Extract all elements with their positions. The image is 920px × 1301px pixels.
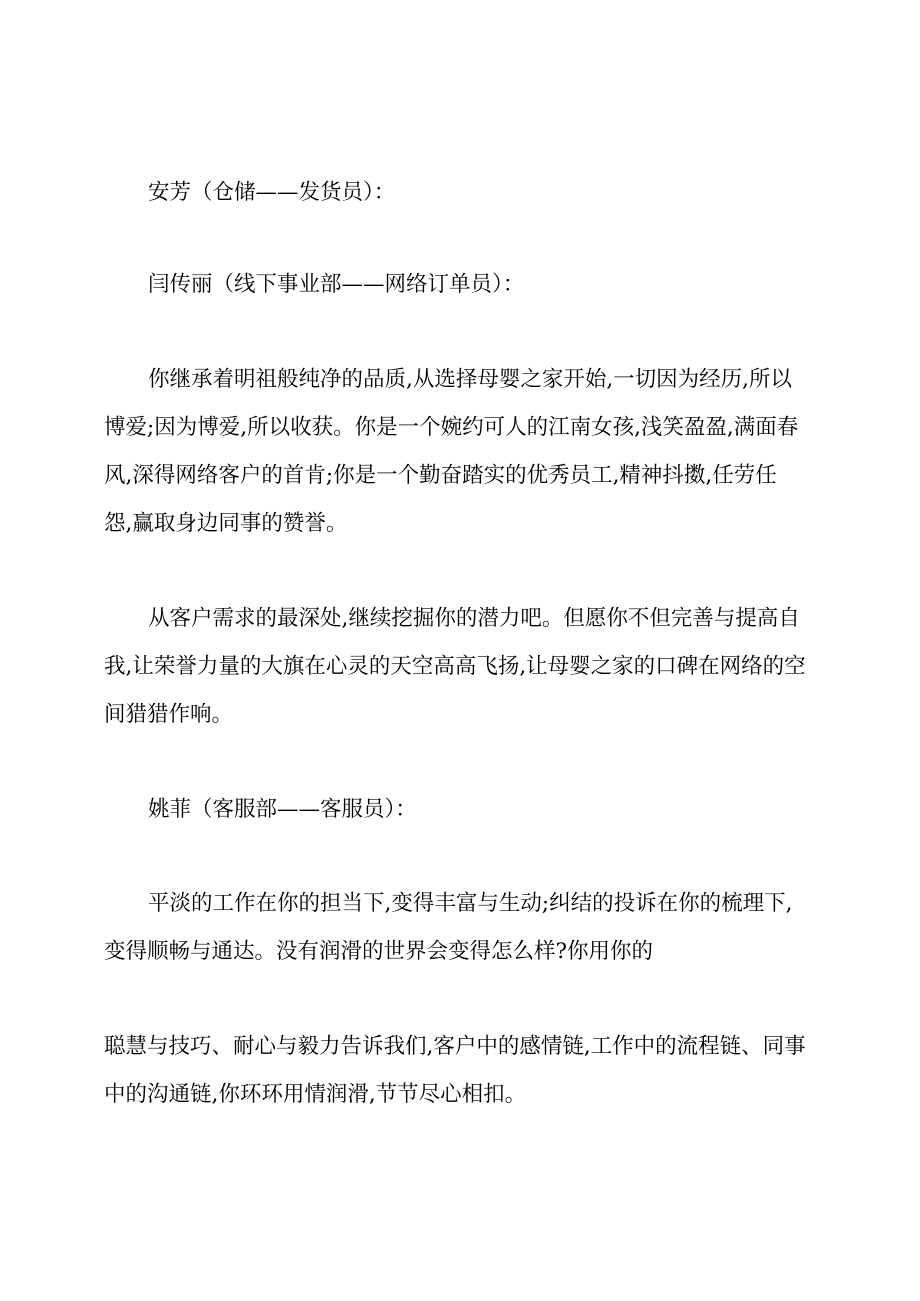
paragraph-line: 间猎猎作响。 (104, 702, 234, 727)
paragraph-line: 从客户需求的最深处,继续挖掘你的潜力吧。但愿你不但完善与提高自 (148, 606, 800, 631)
paragraph-line: 你继承着明祖般纯净的品质,从选择母婴之家开始,一切因为经历,所以 (148, 367, 793, 392)
paragraph-line: 中的沟通链,你环环用情润滑,节节尽心相扣。 (104, 1082, 527, 1107)
paragraph-line: 我,让荣誉力量的大旗在心灵的天空高高飞扬,让母婴之家的口碑在网络的空 (104, 654, 806, 679)
paragraph-line: 博爱;因为博爱,所以收获。你是一个婉约可人的江南女孩,浅笑盈盈,满面春 (104, 415, 799, 440)
heading-anfang: 安芳（仓储——发货员）： (148, 180, 396, 205)
paragraph-line: 风,深得网络客户的首肯;你是一个勤奋踏实的优秀员工,精神抖擞,任劳任 (104, 463, 777, 488)
paragraph-line: 变得顺畅与通达。没有润滑的世界会变得怎么样?你用你的 (104, 939, 654, 964)
paragraph-line: 怨,赢取身边同事的赞誉。 (104, 511, 348, 536)
paragraph-line: 聪慧与技巧、耐心与毅力告诉我们,客户中的感情链,工作中的流程链、同事 (104, 1034, 806, 1059)
paragraph-line: 平淡的工作在你的担当下,变得丰富与生动;纠结的投诉在你的梳理下, (148, 891, 793, 916)
heading-yao: 姚菲（客服部——客服员）： (148, 797, 417, 822)
heading-yan: 闫传丽（线下事业部——网络订单员）： (148, 272, 525, 297)
